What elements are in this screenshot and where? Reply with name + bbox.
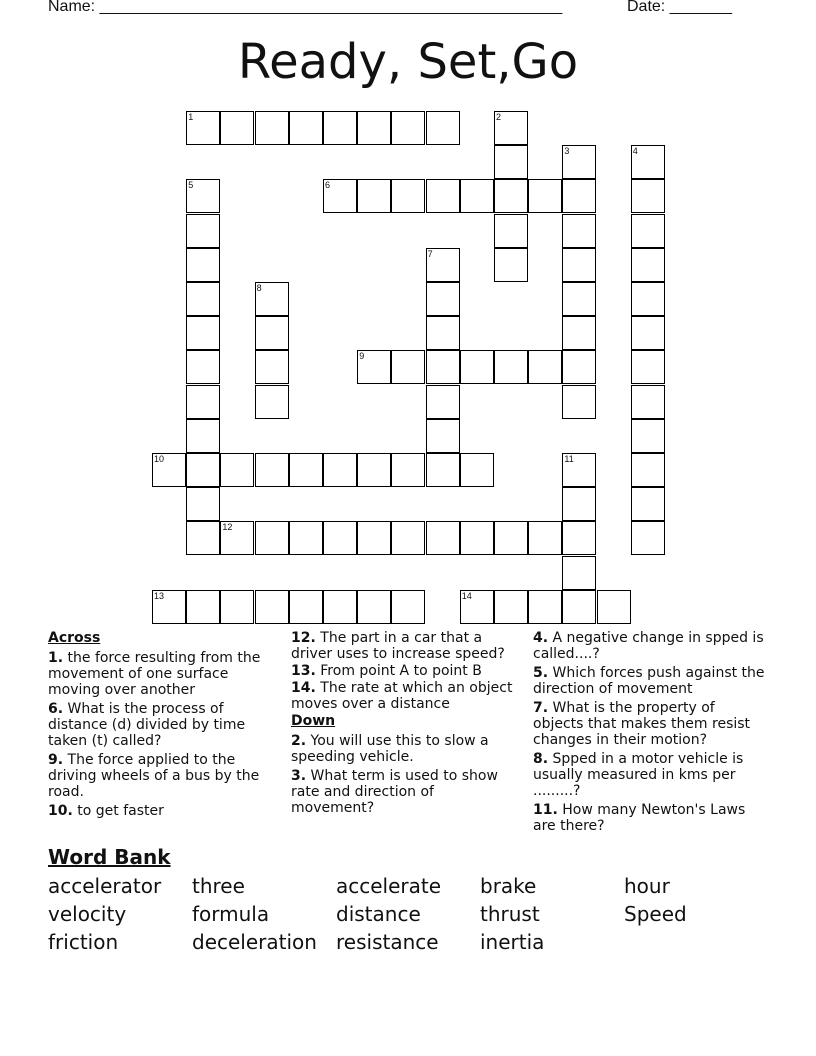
word-bank-title: Word Bank	[48, 845, 171, 869]
crossword-cell[interactable]	[289, 453, 323, 487]
crossword-cell[interactable]	[255, 282, 289, 316]
crossword-cell[interactable]	[562, 350, 596, 384]
crossword-cell[interactable]	[186, 385, 220, 419]
word-bank-word: inertia	[480, 930, 545, 954]
clue-number: 5	[188, 180, 194, 191]
crossword-cell[interactable]	[186, 248, 220, 282]
crossword-cell[interactable]	[220, 590, 254, 624]
crossword-cell[interactable]	[460, 350, 494, 384]
crossword-cell[interactable]	[255, 350, 289, 384]
crossword-cell[interactable]	[357, 350, 391, 384]
crossword-cell[interactable]	[631, 282, 665, 316]
crossword-cell[interactable]	[426, 385, 460, 419]
crossword-cell[interactable]	[255, 590, 289, 624]
across-clue: 6. What is the process of distance (d) divided by time taken (t) called?	[48, 701, 246, 749]
down-clue: 11. How many Newton's Laws are there?	[533, 802, 746, 834]
crossword-cell[interactable]	[631, 145, 665, 179]
word-bank-word: formula	[192, 902, 270, 926]
crossword-cell[interactable]	[289, 111, 323, 145]
word-bank-column	[480, 872, 544, 956]
crossword-cell[interactable]	[426, 350, 460, 384]
crossword-cell[interactable]	[494, 521, 528, 555]
crossword-cell[interactable]	[562, 385, 596, 419]
crossword-cell[interactable]	[494, 248, 528, 282]
across-clue: 14. The rate at which an object moves over a distance	[291, 680, 513, 712]
word-bank-word: deceleration	[192, 930, 317, 954]
crossword-cell[interactable]	[426, 419, 460, 453]
crossword-cell[interactable]	[528, 179, 562, 213]
crossword-cell[interactable]	[186, 350, 220, 384]
crossword-cell[interactable]	[255, 385, 289, 419]
crossword-cell[interactable]	[152, 590, 186, 624]
crossword-cell[interactable]	[528, 350, 562, 384]
crossword-cell[interactable]	[391, 111, 425, 145]
clue-number: 8	[256, 283, 262, 293]
clue-number: 10	[154, 454, 165, 464]
crossword-cell[interactable]	[186, 487, 220, 521]
crossword-cell[interactable]	[631, 419, 665, 453]
clue-number: 7	[427, 248, 433, 259]
crossword-cell[interactable]	[357, 590, 391, 624]
clue-number: 6	[325, 180, 331, 191]
crossword-cell[interactable]	[631, 316, 665, 350]
down-clue: 7. What is the property of objects that makes them resist changes in their motion?	[533, 700, 751, 748]
crossword-cell[interactable]	[597, 590, 631, 624]
crossword-cell[interactable]	[460, 453, 494, 487]
crossword-cell[interactable]	[255, 111, 289, 145]
crossword-cell[interactable]	[631, 248, 665, 282]
crossword-cell[interactable]	[186, 214, 220, 248]
word-bank-word: hour	[624, 874, 670, 898]
clue-number: 1	[188, 112, 194, 122]
crossword-cell[interactable]	[426, 179, 460, 213]
clue-number: 13	[154, 590, 165, 601]
crossword-cell[interactable]	[186, 419, 220, 453]
crossword-cell[interactable]	[289, 590, 323, 624]
crossword-cell[interactable]	[323, 521, 357, 555]
down-clue: 2. You will use this to slow a speeding vehicle.	[291, 733, 489, 765]
word-bank-word: Speed	[624, 902, 687, 926]
crossword-cell[interactable]	[426, 316, 460, 350]
crossword-cell[interactable]	[220, 521, 254, 555]
word-bank-word: resistance	[336, 930, 439, 954]
crossword-cell[interactable]	[494, 179, 528, 213]
crossword-cell[interactable]	[562, 590, 596, 624]
page-title: Ready, Set,Go	[237, 34, 579, 90]
clue-number: 2	[496, 112, 502, 122]
crossword-cell[interactable]	[186, 316, 220, 350]
clues-column-3	[533, 630, 768, 837]
crossword-cell[interactable]	[562, 453, 596, 487]
clue-number: 14	[461, 590, 472, 601]
crossword-cell[interactable]	[255, 453, 289, 487]
down-clue: 4. A negative change in spped is called....?	[533, 630, 764, 662]
crossword-cell[interactable]	[631, 385, 665, 419]
across-clue: 12. The part in a car that a driver uses to increase speed?	[291, 630, 505, 662]
crossword-cell[interactable]	[186, 179, 220, 213]
word-bank-column	[624, 872, 687, 928]
crossword-cell[interactable]	[528, 521, 562, 555]
across-clue: 13. From point A to point B	[291, 663, 482, 679]
crossword-cell[interactable]	[494, 214, 528, 248]
crossword-cell[interactable]	[391, 350, 425, 384]
clue-number: 4	[632, 146, 638, 157]
crossword-cell[interactable]	[255, 521, 289, 555]
crossword-cell[interactable]	[631, 521, 665, 555]
word-bank-word: three	[192, 874, 245, 898]
crossword-cell[interactable]	[357, 179, 391, 213]
crossword-cell[interactable]	[289, 521, 323, 555]
word-bank-word: thrust	[480, 902, 540, 926]
crossword-cell[interactable]	[357, 453, 391, 487]
crossword-cell[interactable]	[186, 521, 220, 555]
across-clue: 1. the force resulting from the movement of one surface moving over another	[48, 650, 261, 698]
crossword-cell[interactable]	[562, 556, 596, 590]
crossword-cell[interactable]	[631, 179, 665, 213]
clue-number: 12	[222, 522, 233, 533]
crossword-cell[interactable]	[562, 487, 596, 521]
across-clue: 9. The force applied to the driving wheels of a bus by the road.	[48, 752, 260, 800]
word-bank-column	[192, 872, 317, 956]
crossword-cell[interactable]	[631, 350, 665, 384]
crossword-cell[interactable]	[494, 145, 528, 179]
crossword-cell[interactable]	[220, 453, 254, 487]
down-clue: 3. What term is used to show rate and direction of movement?	[291, 768, 498, 816]
crossword-cell[interactable]	[562, 145, 596, 179]
clues-column-2	[291, 630, 519, 819]
crossword-cell[interactable]	[494, 350, 528, 384]
crossword-cell[interactable]	[562, 214, 596, 248]
crossword-cell[interactable]	[562, 316, 596, 350]
crossword-cell[interactable]	[391, 453, 425, 487]
clue-number: 9	[359, 351, 365, 362]
crossword-cell[interactable]	[323, 179, 357, 213]
crossword-cell[interactable]	[255, 316, 289, 350]
crossword-cell[interactable]	[460, 590, 494, 624]
crossword-cell[interactable]	[220, 111, 254, 145]
crossword-cell[interactable]	[631, 487, 665, 521]
crossword-cell[interactable]	[562, 282, 596, 316]
crossword-cell[interactable]	[460, 179, 494, 213]
crossword-cell[interactable]	[391, 590, 425, 624]
crossword-cell[interactable]	[186, 453, 220, 487]
date-field-label: Date: _______	[627, 0, 732, 15]
word-bank-word: accelerator	[48, 874, 162, 898]
crossword-cell[interactable]	[186, 282, 220, 316]
word-bank-word: velocity	[48, 902, 127, 926]
crossword-cell[interactable]	[323, 590, 357, 624]
crossword-cell[interactable]	[494, 590, 528, 624]
word-bank-column	[48, 872, 161, 956]
word-bank-word: brake	[480, 874, 537, 898]
crossword-cell[interactable]	[186, 111, 220, 145]
crossword-cell[interactable]	[152, 453, 186, 487]
crossword-cell[interactable]	[562, 179, 596, 213]
word-bank-word: distance	[336, 902, 421, 926]
down-heading: Down	[291, 713, 336, 729]
down-clue: 8. Spped in a motor vehicle is usually measured in kms per .........?	[533, 751, 744, 799]
crossword-cell[interactable]	[186, 590, 220, 624]
name-field-label: Name: ____________________________________________________	[48, 0, 563, 15]
word-bank-word: friction	[48, 930, 119, 954]
across-heading: Across	[48, 630, 101, 646]
crossword-cell[interactable]	[323, 111, 357, 145]
crossword-cell[interactable]	[426, 282, 460, 316]
crossword-cell[interactable]	[323, 453, 357, 487]
crossword-cell[interactable]	[391, 179, 425, 213]
crossword-cell[interactable]	[631, 453, 665, 487]
crossword-cell[interactable]	[426, 521, 460, 555]
crossword-cell[interactable]	[426, 453, 460, 487]
clue-number: 3	[564, 146, 570, 157]
crossword-cell[interactable]	[357, 111, 391, 145]
crossword-cell[interactable]	[357, 521, 391, 555]
down-clue: 5. Which forces push against the direction of movement	[533, 665, 765, 697]
crossword-cell[interactable]	[460, 521, 494, 555]
clue-number: 11	[564, 454, 574, 464]
across-clue: 10. to get faster	[48, 803, 164, 819]
crossword-cell[interactable]	[631, 214, 665, 248]
word-bank-word: accelerate	[336, 874, 442, 898]
crossword-cell[interactable]	[426, 111, 460, 145]
crossword-cell[interactable]	[562, 521, 596, 555]
crossword-cell[interactable]	[391, 521, 425, 555]
clues-column-1	[48, 630, 273, 822]
crossword-cell[interactable]	[494, 111, 528, 145]
crossword-cell[interactable]	[528, 590, 562, 624]
word-bank-column	[336, 872, 441, 956]
crossword-cell[interactable]	[426, 248, 460, 282]
crossword-cell[interactable]	[562, 248, 596, 282]
